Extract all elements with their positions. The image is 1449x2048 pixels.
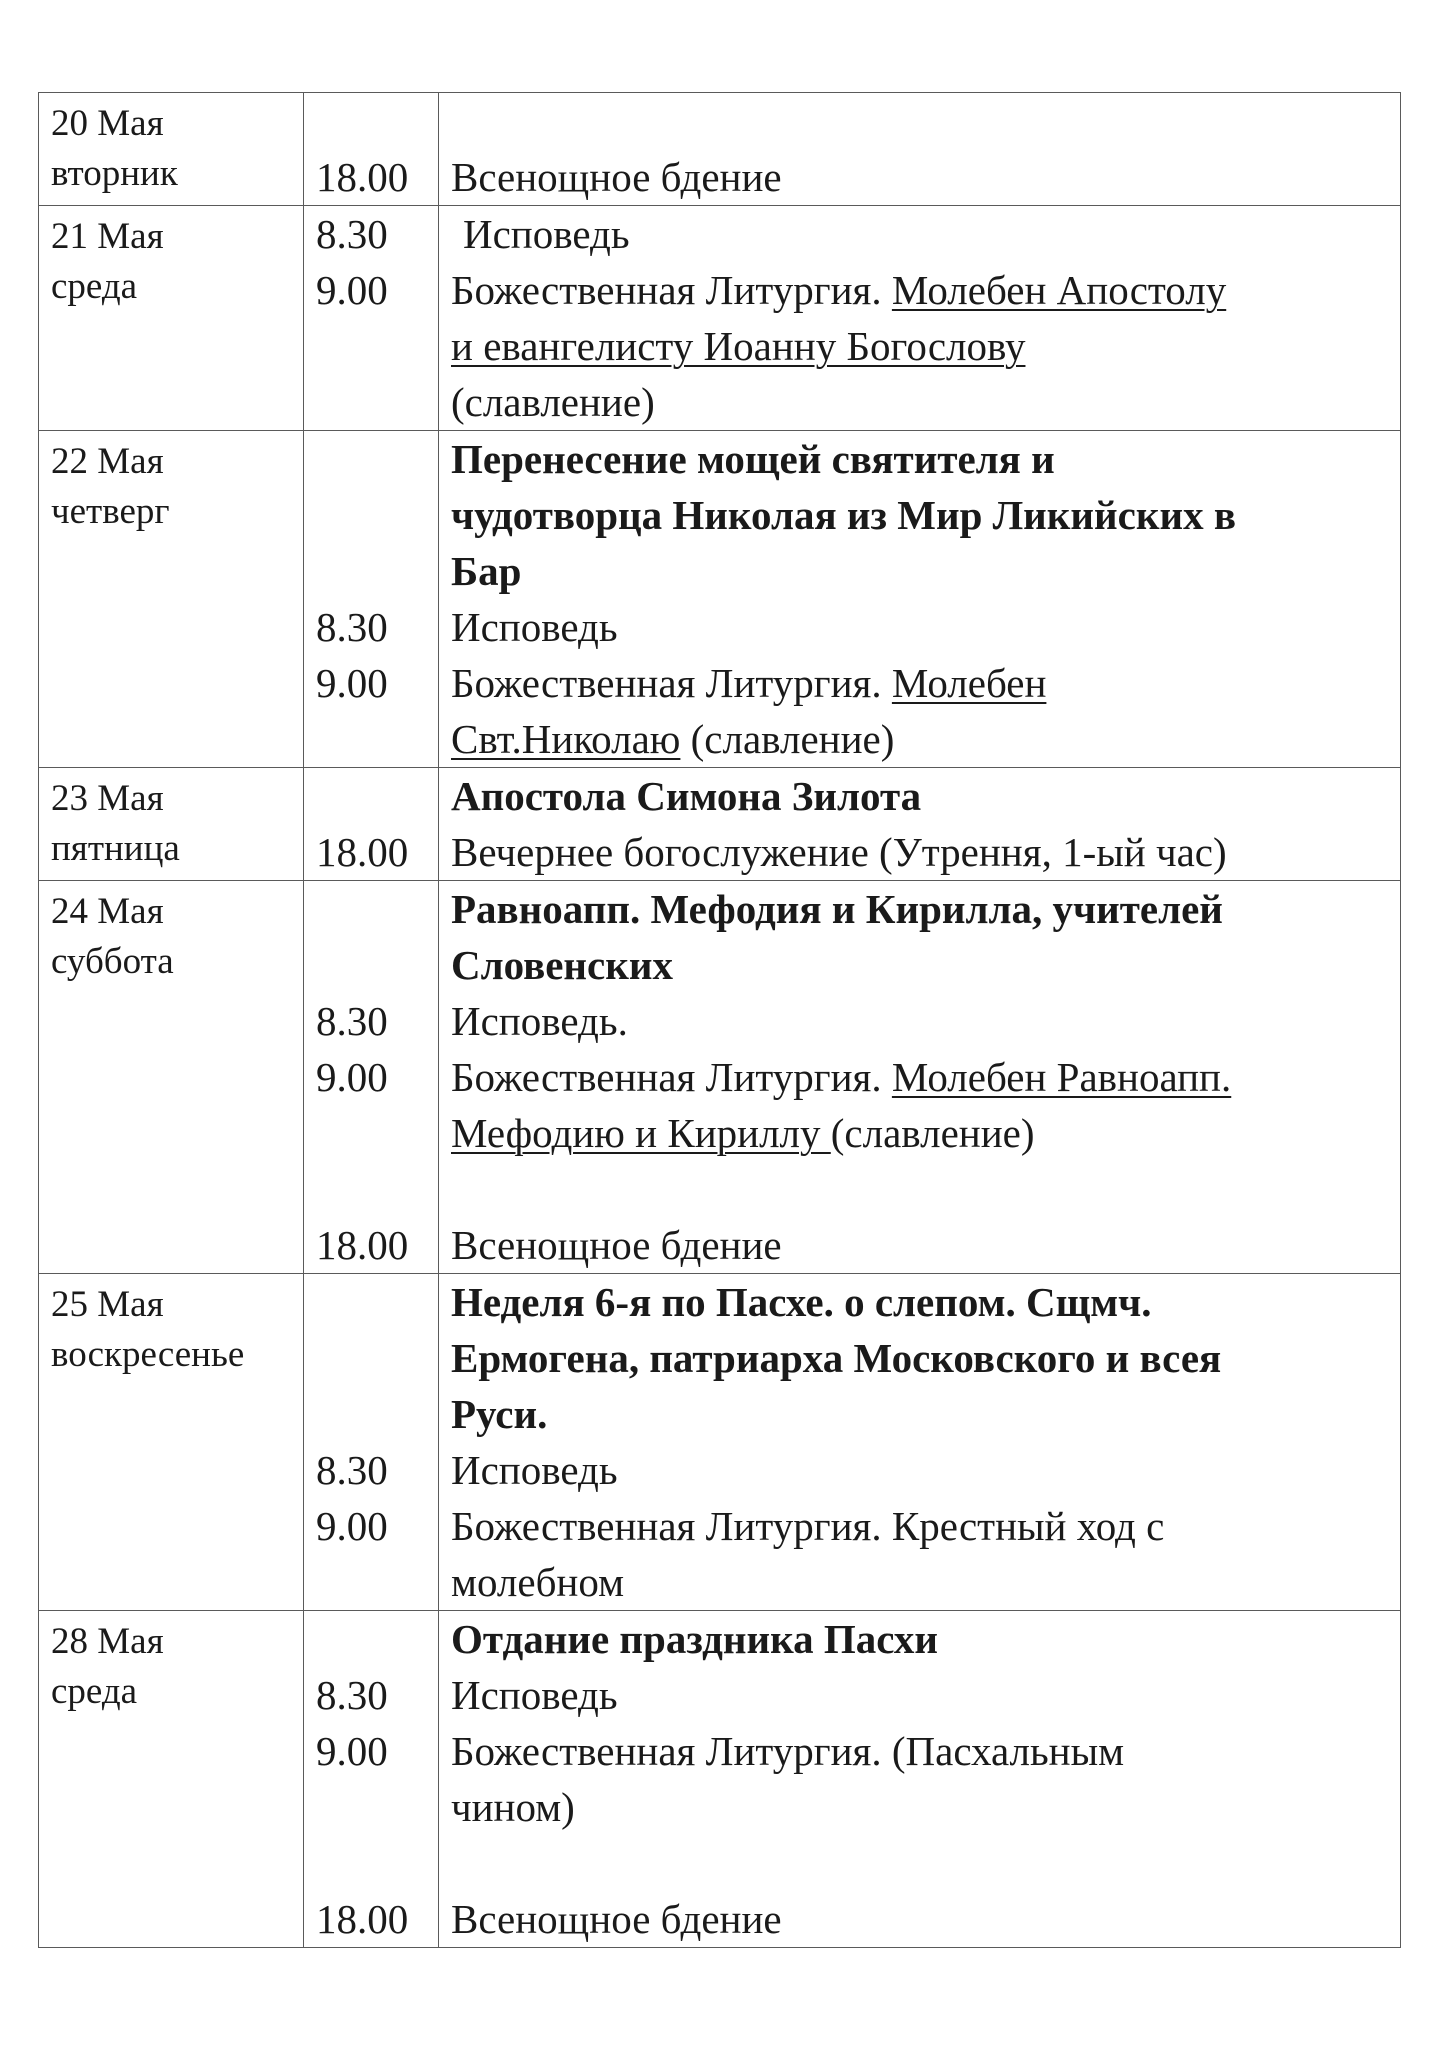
service-time — [316, 1330, 438, 1386]
time-cell — [304, 93, 439, 206]
service-text: Всенощное бдение — [451, 1896, 782, 1942]
description-line — [451, 768, 1400, 824]
service-text: Божественная Литургия. Крестный ход с — [451, 1503, 1165, 1549]
description-line — [451, 262, 1400, 318]
description-line — [451, 937, 1400, 993]
service-text: Вечернее богослужение (Утрення, 1-ый час) — [451, 829, 1227, 875]
service-schedule-table — [38, 92, 1401, 1948]
service-time — [316, 1554, 438, 1610]
service-text: Исповедь — [451, 604, 618, 650]
service-text: (славление) — [451, 379, 655, 425]
description-cell — [439, 881, 1401, 1274]
weekday-label: суббота — [51, 941, 174, 982]
description-line — [451, 487, 1400, 543]
date-label: 24 Мая — [51, 891, 164, 932]
description-line — [451, 711, 1400, 767]
service-text: Молебен Равноапп. — [891, 1054, 1232, 1100]
service-text: Молебен — [891, 660, 1047, 706]
service-time — [316, 1274, 438, 1330]
description-line — [451, 1554, 1400, 1610]
description-line — [451, 1667, 1400, 1723]
service-time — [316, 1105, 438, 1161]
weekday-label: среда — [51, 266, 138, 307]
service-time — [316, 881, 438, 937]
service-time — [316, 1161, 438, 1217]
weekday-label: воскресенье — [51, 1334, 245, 1375]
service-text: и евангелисту Иоанну Богослову — [451, 323, 1026, 369]
description-line — [451, 93, 1400, 149]
date-label: 28 Мая — [51, 1621, 164, 1662]
description-line — [451, 543, 1400, 599]
date-cell — [39, 1611, 304, 1948]
date-cell — [39, 768, 304, 881]
service-time: 18.00 — [316, 1222, 409, 1268]
service-time: 8.30 — [316, 604, 388, 650]
description-cell — [439, 768, 1401, 881]
service-time: 18.00 — [316, 829, 409, 875]
service-time — [316, 374, 438, 430]
schedule-body — [39, 93, 1401, 1948]
description-line — [451, 1779, 1400, 1835]
date-label: 20 Мая — [51, 103, 164, 144]
weekday-label: пятница — [51, 828, 180, 869]
date-label: 23 Мая — [51, 778, 164, 819]
feast-title-text: Ермогена, патриарха Московского и всея — [451, 1335, 1222, 1381]
schedule-row — [39, 431, 1401, 768]
feast-title-text: Неделя 6-я по Пасхе. о слепом. Сщмч. — [451, 1279, 1152, 1325]
time-cell — [304, 431, 439, 768]
feast-title-text: Отдание праздника Пасхи — [451, 1616, 938, 1662]
service-text: Исповедь. — [451, 998, 628, 1044]
feast-title-text: Перенесение мощей святителя и — [451, 436, 1055, 482]
schedule-row — [39, 881, 1401, 1274]
date-cell — [39, 206, 304, 431]
date-cell — [39, 431, 304, 768]
service-text: Божественная Литургия. (Пасхальным — [451, 1728, 1125, 1774]
service-time: 8.30 — [316, 998, 388, 1044]
service-time — [316, 1386, 438, 1442]
description-cell — [439, 1274, 1401, 1611]
description-line — [451, 1049, 1400, 1105]
service-time: 8.30 — [316, 1447, 388, 1493]
service-text: Божественная Литургия. — [451, 660, 892, 706]
description-line — [451, 149, 1400, 205]
schedule-row — [39, 1611, 1401, 1948]
schedule-row — [39, 1274, 1401, 1611]
service-text: Божественная Литургия. — [451, 1054, 892, 1100]
description-line — [451, 881, 1400, 937]
schedule-row — [39, 768, 1401, 881]
time-cell — [304, 1274, 439, 1611]
date-cell — [39, 93, 304, 206]
service-time: 18.00 — [316, 1896, 409, 1942]
feast-title-text: чудотворца Николая из Мир Ликийских в — [451, 492, 1237, 538]
service-text: Исповедь — [451, 1672, 618, 1718]
service-time — [316, 318, 438, 374]
description-line — [451, 1105, 1400, 1161]
service-time: 8.30 — [316, 1672, 388, 1718]
service-time — [316, 768, 438, 824]
description-line — [451, 1386, 1400, 1442]
service-time — [316, 487, 438, 543]
service-time: 9.00 — [316, 1728, 388, 1774]
service-time — [316, 93, 438, 149]
description-line — [451, 374, 1400, 430]
time-cell — [304, 768, 439, 881]
time-cell — [304, 206, 439, 431]
service-time — [316, 711, 438, 767]
feast-title-text: Руси. — [451, 1391, 548, 1437]
description-line — [451, 1274, 1400, 1330]
date-label: 21 Мая — [51, 216, 164, 257]
service-time: 9.00 — [316, 660, 388, 706]
service-text: Всенощное бдение — [451, 154, 782, 200]
service-text: чином) — [451, 1784, 575, 1830]
description-cell — [439, 431, 1401, 768]
description-line — [451, 824, 1400, 880]
service-text: (славление) — [680, 716, 895, 762]
service-time — [316, 431, 438, 487]
description-line — [451, 993, 1400, 1049]
description-line — [451, 1891, 1400, 1947]
description-line — [451, 1217, 1400, 1273]
description-line — [451, 1330, 1400, 1386]
description-line — [451, 1835, 1400, 1891]
date-label: 25 Мая — [51, 1284, 164, 1325]
description-line — [451, 318, 1400, 374]
weekday-label: вторник — [51, 153, 178, 194]
service-text: Молебен Апостолу — [891, 267, 1227, 313]
service-time — [316, 1779, 438, 1835]
feast-title-text: Апостола Симона Зилота — [451, 773, 922, 819]
date-label: 22 Мая — [51, 441, 164, 482]
service-text: Исповедь — [451, 1447, 618, 1493]
feast-title-text: Равноапп. Мефодия и Кирилла, учителей — [451, 886, 1223, 932]
service-time: 9.00 — [316, 1054, 388, 1100]
weekday-label: четверг — [51, 491, 170, 532]
service-text: (славление) — [830, 1110, 1035, 1156]
feast-title-text: Бар — [451, 548, 522, 594]
date-cell — [39, 1274, 304, 1611]
schedule-row — [39, 93, 1401, 206]
description-line — [451, 1161, 1400, 1217]
feast-title-text: Словенских — [451, 942, 673, 988]
description-cell — [439, 93, 1401, 206]
service-time: 9.00 — [316, 1503, 388, 1549]
description-line — [451, 1723, 1400, 1779]
service-text: Всенощное бдение — [451, 1222, 782, 1268]
description-line — [451, 1442, 1400, 1498]
service-time — [316, 1611, 438, 1667]
service-text: Исповедь — [463, 211, 630, 257]
service-time — [316, 937, 438, 993]
service-time: 8.30 — [316, 211, 388, 257]
service-text: Свт.Николаю — [451, 716, 681, 762]
description-line — [451, 431, 1400, 487]
service-text: молебном — [451, 1559, 625, 1605]
description-cell — [439, 1611, 1401, 1948]
description-line — [451, 1611, 1400, 1667]
description-cell — [439, 206, 1401, 431]
service-time: 9.00 — [316, 267, 388, 313]
service-time — [316, 1835, 438, 1891]
service-text: Мефодию и Кириллу — [451, 1110, 831, 1156]
description-line — [451, 599, 1400, 655]
description-line — [451, 1498, 1400, 1554]
time-cell — [304, 1611, 439, 1948]
service-time — [316, 543, 438, 599]
schedule-row — [39, 206, 1401, 431]
weekday-label: среда — [51, 1671, 138, 1712]
service-time: 18.00 — [316, 154, 409, 200]
date-cell — [39, 881, 304, 1274]
description-line — [451, 206, 1400, 262]
time-cell — [304, 881, 439, 1274]
service-text: Божественная Литургия. — [451, 267, 892, 313]
description-line — [451, 655, 1400, 711]
